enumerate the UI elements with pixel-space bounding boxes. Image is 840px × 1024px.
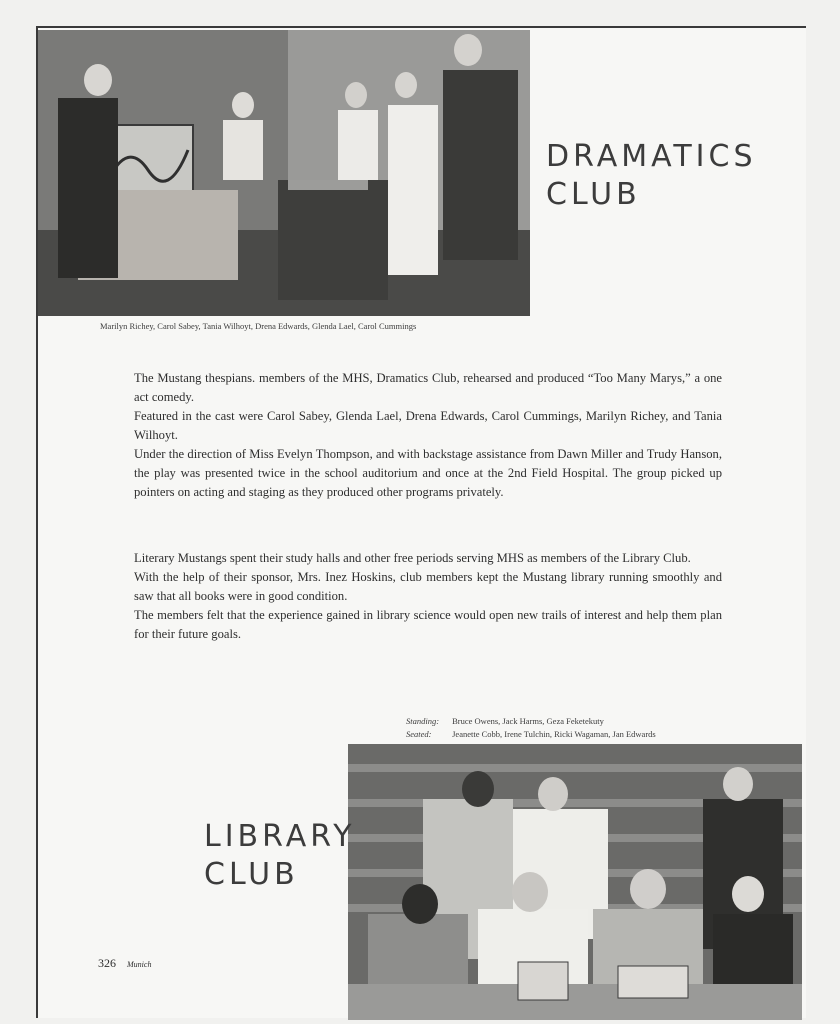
library-paragraph: The members felt that the experience gained in library science would open new trails of interest and help them plan for their future goals. — [134, 608, 722, 641]
page-footer — [98, 956, 151, 971]
library-photo-caption — [406, 715, 656, 741]
page-number: 326 — [98, 956, 116, 970]
library-article — [134, 549, 722, 644]
seated-names: Jeanette Cobb, Irene Tulchin, Ricki Wagaman, Jan Edwards — [452, 729, 656, 739]
seated-label: Seated: — [406, 729, 432, 739]
standing-names: Bruce Owens, Jack Harms, Geza Feketekuty — [452, 716, 604, 726]
library-paragraph: With the help of their sponsor, Mrs. Inez Hoskins, club members kept the Mustang library running smoothly and saw that all books were in good condition. — [134, 570, 722, 603]
library-paragraph: Literary Mustangs spent their study halls and other free periods serving MHS as members of the Library Club. — [134, 551, 691, 565]
dramatics-title-line2: CLUB — [546, 176, 641, 212]
library-photo-scene — [348, 744, 802, 1020]
dramatics-club-title — [546, 138, 757, 213]
standing-credit — [406, 715, 656, 728]
dramatics-article — [134, 369, 722, 502]
publication-name: Munich — [127, 960, 152, 969]
standing-label: Standing: — [406, 716, 440, 726]
dramatics-paragraph: Under the direction of Miss Evelyn Thompson, and with backstage assistance from Dawn Miller and Trudy Hanson, the play was presented twice in the school auditorium and once at the 2nd Field Hospital. The group picked up pointers on acting and staging as they produced other programs privately. — [134, 447, 722, 499]
dramatics-photo-caption: Marilyn Richey, Carol Sabey, Tania Wilhoyt, Drena Edwards, Glenda Lael, Carol Cummings — [100, 321, 417, 331]
seated-credit — [406, 728, 656, 741]
dramatics-paragraph: Featured in the cast were Carol Sabey, Glenda Lael, Drena Edwards, Carol Cummings, Marilyn Richey, and Tania Wilhoyt. — [134, 409, 722, 442]
library-title-line2: CLUB — [204, 856, 299, 892]
library-title-line1: LIBRARY — [204, 819, 356, 854]
dramatics-paragraph: The Mustang thespians. members of the MHS, Dramatics Club, rehearsed and produced “Too Many Marys,” a one act comedy. — [134, 371, 722, 404]
dramatics-title-line1: DRAMATICS — [546, 139, 757, 174]
library-club-photo — [348, 744, 802, 1020]
dramatics-photo-scene — [38, 30, 530, 316]
dramatics-club-photo — [38, 30, 530, 316]
library-club-title — [204, 818, 356, 893]
